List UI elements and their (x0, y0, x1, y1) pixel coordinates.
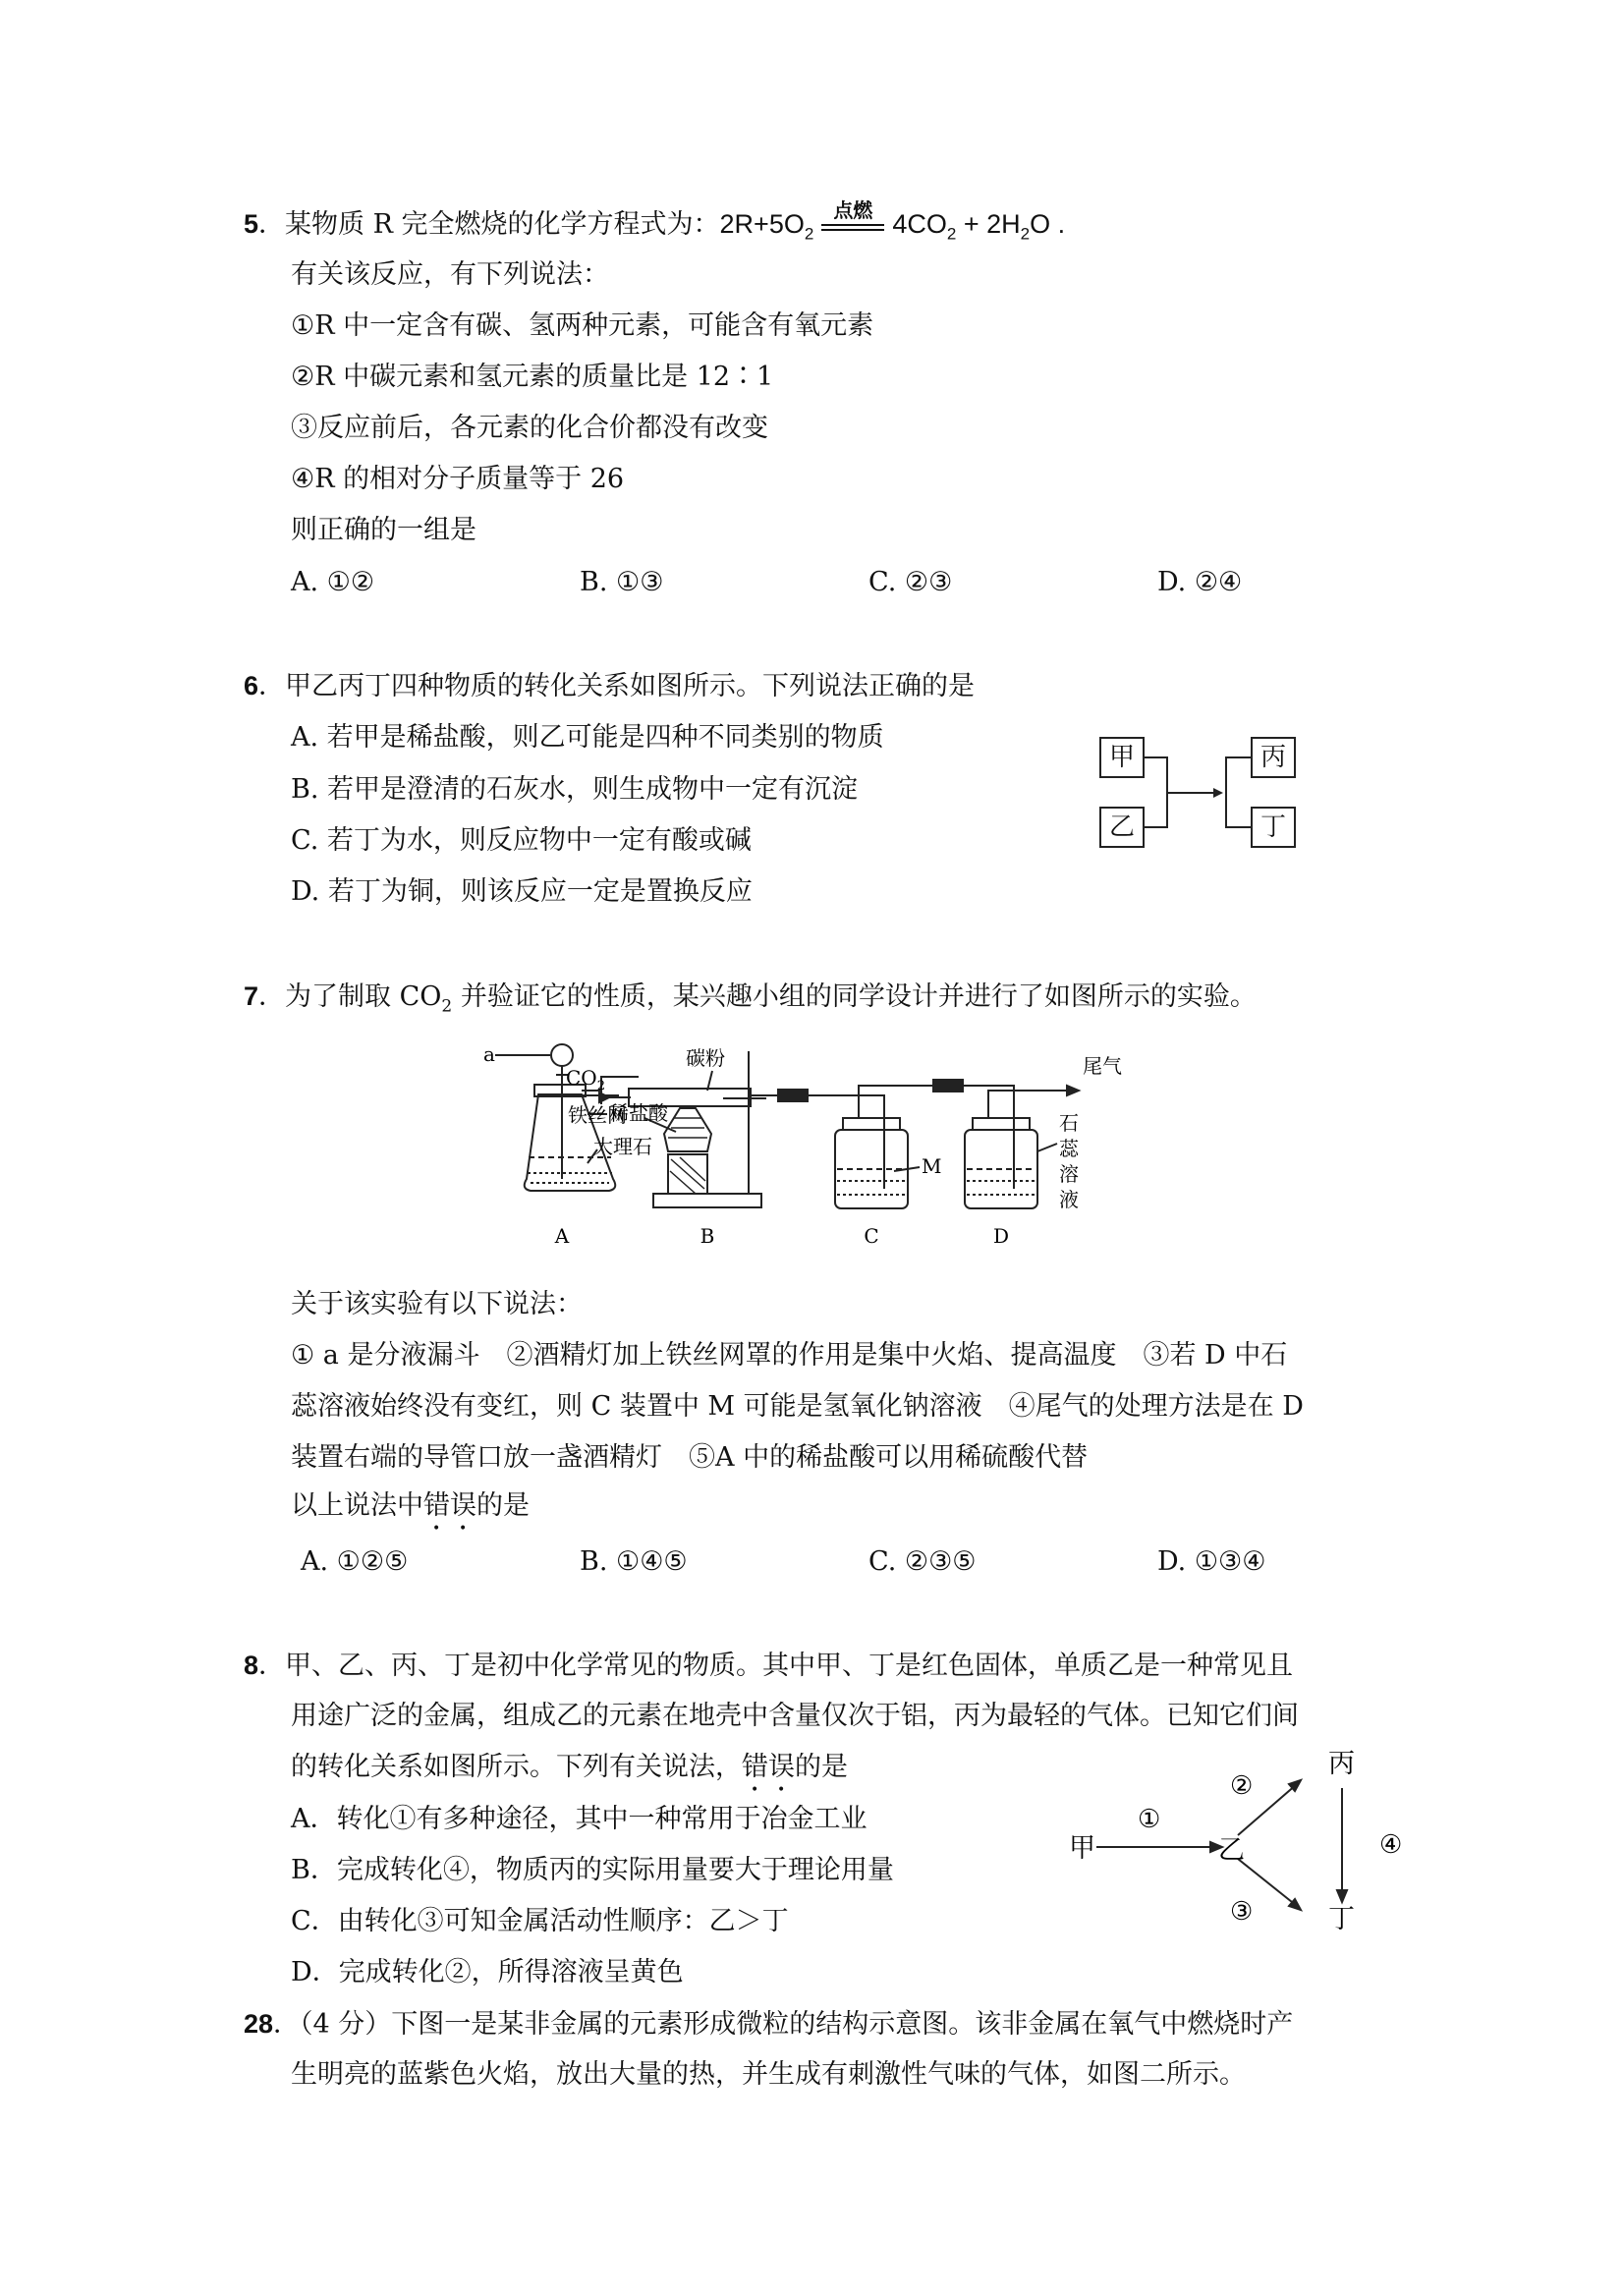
q5-equation: $2R+5O_2$ 点燃 $4CO_2 + 2H_2O$ . (719, 198, 1066, 244)
q8-stem-line-2: 用途广泛的金属，组成乙的元素在地壳中含量仅次于铝，丙为最轻的气体。已知它们间 (291, 1701, 1299, 1731)
q5-stem: 5．某物质 R 完全燃烧的化学方程式为：$2R+5O_2$ 点燃 $4CO_2 + 2H_2O$ . (244, 198, 1066, 244)
q8-label-3: ③ (1230, 1897, 1254, 1927)
q28-number: 28 (244, 2009, 274, 2039)
apparatus-a-label-a: a (483, 1042, 495, 1066)
q7-option-a[interactable]: A. ①②⑤ (301, 1546, 409, 1577)
label-m: M (922, 1154, 942, 1178)
q7-option-b[interactable]: B. ①④⑤ (580, 1546, 688, 1577)
q6-option-b[interactable]: B. 若甲是澄清的石灰水，则生成物中一定有沉淀 (291, 774, 859, 805)
q5-option-a[interactable]: A. ①② (291, 567, 375, 597)
q8-node-yi: 乙 (1218, 1835, 1245, 1866)
label-co2: $CO_2$ (566, 1066, 605, 1093)
q7-option-d[interactable]: D. ①③④ (1157, 1546, 1266, 1577)
label-litmus-3: 溶 (1059, 1162, 1079, 1186)
q7-body-line-3: 装置右端的导管口放一盏酒精灯 ⑤A 中的稀盐酸可以用稀硫酸代替 (291, 1442, 1089, 1473)
equals-sign (821, 224, 884, 231)
q28-line-1: 28．（4 分）下图一是某非金属的元素形成微粒的结构示意图。该非金属在氧气中燃烧时产 (244, 2009, 1294, 2040)
label-apparatus-c: C (864, 1224, 879, 1248)
q8-option-b[interactable]: B．完成转化④，物质丙的实际用量要大于理论用量 (291, 1855, 894, 1885)
q6-stem: 6．甲乙丙丁四种物质的转化关系如图所示。下列说法正确的是 (244, 671, 976, 701)
q8-option-a[interactable]: A．转化①有多种途径，其中一种常用于冶金工业 (291, 1804, 867, 1834)
q6-option-d[interactable]: D. 若丁为铜，则该反应一定是置换反应 (291, 876, 753, 907)
label-marble: 大理石 (593, 1135, 652, 1158)
q6-box-yi: 乙 (1099, 807, 1145, 848)
label-tail-gas: 尾气 (1083, 1054, 1122, 1078)
q8-stem-line-3: 的转化关系如图所示。下列有关说法，错误的是 (291, 1752, 848, 1782)
q7-option-c[interactable]: C. ②③⑤ (868, 1546, 977, 1577)
q5-line2: 有关该反应，有下列说法： (291, 259, 609, 290)
q5-reaction-condition: 点燃 (821, 206, 884, 242)
q5-option-d[interactable]: D. ②④ (1157, 567, 1243, 597)
q8-label-1: ① (1138, 1805, 1161, 1834)
q6-diagram (1095, 732, 1316, 855)
apparatus-a-funnel-bulb (551, 1044, 573, 1066)
q8-diagram (1061, 1749, 1415, 1945)
label-litmus-4: 液 (1059, 1188, 1079, 1211)
q5-statement-4: ④R 的相对分子质量等于 26 (291, 464, 625, 494)
q5-option-b[interactable]: B. ①③ (580, 567, 664, 597)
q5-statement-2: ②R 中碳元素和氢元素的质量比是 12∶1 (291, 362, 774, 392)
q5-statement-1: ①R 中一定含有碳、氢两种元素，可能含有氧元素 (291, 310, 874, 341)
label-litmus-2: 蕊 (1059, 1137, 1079, 1160)
q8-node-ding: 丁 (1328, 1904, 1355, 1934)
q8-node-bing: 丙 (1328, 1749, 1355, 1779)
q6-option-c[interactable]: C. 若丁为水，则反应物中一定有酸或碱 (291, 825, 752, 856)
q8-stem-line-1: 8．甲、乙、丙、丁是初中化学常见的物质。其中甲、丁是红色固体，单质乙是一种常见且 (244, 1651, 1294, 1681)
q6-box-bing: 丙 (1251, 737, 1296, 778)
q5-number: 5 (244, 209, 259, 239)
q8-option-c[interactable]: C．由转化③可知金属活动性顺序：乙＞丁 (291, 1906, 789, 1936)
label-apparatus-b: B (700, 1224, 715, 1248)
q6-box-ding: 丁 (1251, 807, 1296, 848)
q8-node-jia: 甲 (1069, 1833, 1095, 1864)
q7-stem: 7．为了制取 $CO_2$ 并验证它的性质，某兴趣小组的同学设计并进行了如图所示的实验。 (244, 981, 1257, 1017)
q6-option-a[interactable]: A. 若甲是稀盐酸，则乙可能是四种不同类别的物质 (291, 722, 884, 753)
label-litmus-1: 石 (1059, 1111, 1079, 1135)
q7-intro: 关于该实验有以下说法： (291, 1289, 583, 1319)
label-carbon: 碳粉 (686, 1046, 725, 1070)
q8-label-2: ② (1230, 1771, 1254, 1801)
q7-body-line-1: ① a 是分液漏斗 ②酒精灯加上铁丝网罩的作用是集中火焰、提高温度 ③若 D 中石 (291, 1340, 1288, 1371)
q28-line-2: 生明亮的蓝紫色火焰，放出大量的热，并生成有刺激性气味的气体，如图二所示。 (291, 2059, 1246, 2090)
label-apparatus-a: A (554, 1224, 570, 1248)
q7-body-line-2: 蕊溶液始终没有变红，则 C 装置中 M 可能是氢氧化钠溶液 ④尾气的处理方法是在 D (291, 1391, 1304, 1422)
q5-stem-text: 某物质 R 完全燃烧的化学方程式为： (285, 209, 720, 240)
q8-label-4: ④ (1379, 1830, 1403, 1860)
q6-connector-lines (1095, 732, 1316, 855)
q7-prompt: 以上说法中错误的是 (291, 1490, 530, 1521)
label-wire-mesh: 铁丝网 (568, 1103, 627, 1127)
q5-prompt: 则正确的一组是 (291, 515, 476, 545)
q7-apparatus-figure (472, 1041, 1199, 1248)
q7-number: 7 (244, 981, 259, 1011)
label-apparatus-d: D (992, 1224, 1010, 1248)
q5-statement-3: ③反应前后，各元素的化合价都没有改变 (291, 413, 768, 443)
q6-box-jia: 甲 (1099, 737, 1145, 778)
q8-number: 8 (244, 1651, 259, 1680)
q5-option-c[interactable]: C. ②③ (868, 567, 953, 597)
q6-number: 6 (244, 671, 259, 700)
label-hcl: 稀盐酸 (609, 1101, 668, 1125)
q8-option-d[interactable]: D．完成转化②，所得溶液呈黄色 (291, 1957, 684, 1988)
